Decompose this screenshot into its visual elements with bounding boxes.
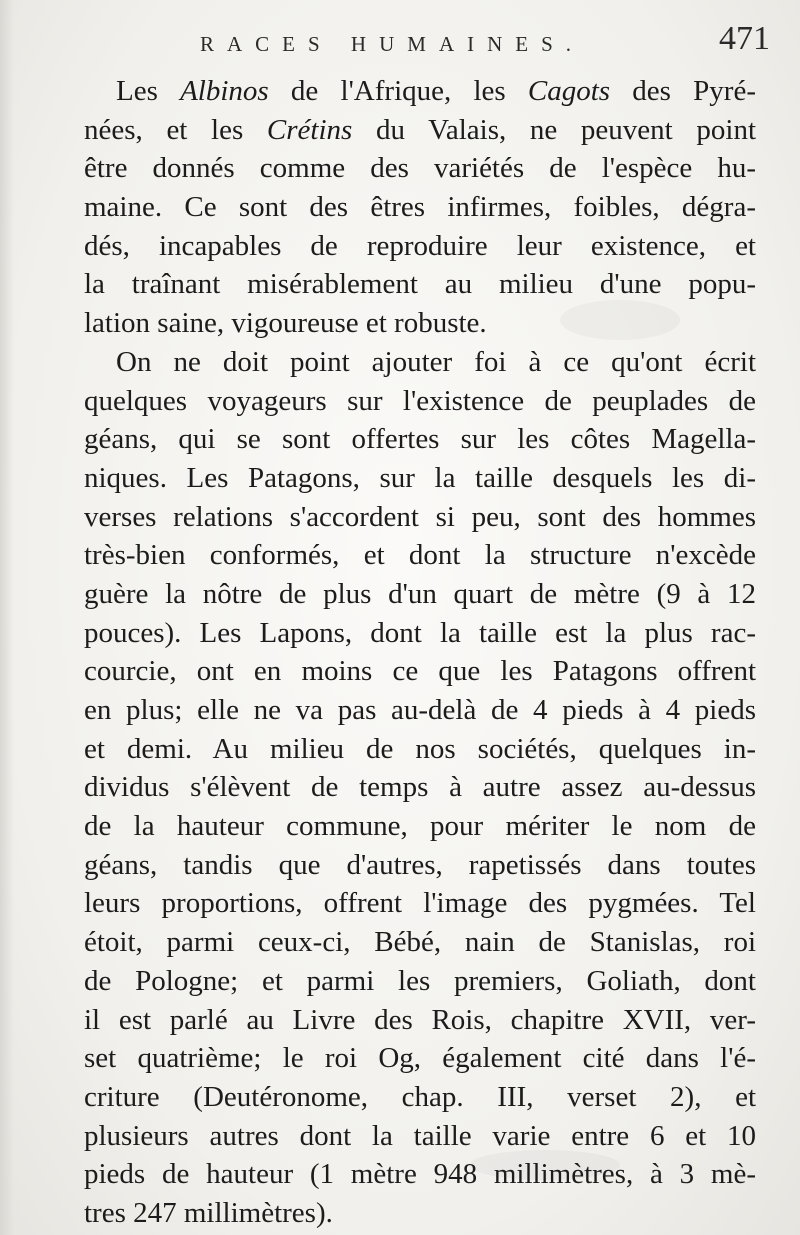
- paragraph-2-line: courcie, ont en moins ce que les Patagons offrent: [84, 655, 756, 688]
- paragraph-2-line: il est parlé au Livre des Rois, chapitre XVII, ver-: [84, 1003, 756, 1036]
- paragraph-1-line: dés, incapables de reproduire leur existence, et: [84, 229, 756, 262]
- paragraph-2-line: verses relations s'accordent si peu, sont des hommes: [84, 500, 756, 533]
- paragraph-2-line: On ne doit point ajouter foi à ce qu'ont écrit: [116, 345, 756, 378]
- paragraph-1-line: être donnés comme des variétés de l'espèce hu-: [84, 152, 756, 185]
- running-title: RACES HUMAINES.: [200, 32, 585, 56]
- paragraph-2-line: de Pologne; et parmi les premiers, Goliath, dont: [84, 964, 756, 997]
- paragraph-2-line: pieds de hauteur (1 mètre 948 millimètres, à 3 mè-: [84, 1158, 756, 1191]
- paragraph-1-line: la traînant misérablement au milieu d'une popu-: [84, 268, 756, 301]
- paragraph-2-line: leurs proportions, offrent l'image des pygmées. Tel: [84, 887, 756, 920]
- paragraph-2-line: criture (Deutéronome, chap. III, verset 2), et: [84, 1080, 756, 1113]
- paragraph-2-line: set quatrième; le roi Og, également cité dans l'é-: [84, 1042, 756, 1075]
- body-text: [84, 72, 756, 1233]
- paragraph-2-line: très-bien conformés, et dont la structure n'excède: [84, 539, 756, 572]
- paragraph-2-line: tres 247 millimètres).: [84, 1196, 333, 1229]
- paragraph-2-line: étoit, parmi ceux-ci, Bébé, nain de Stanislas, roi: [84, 926, 756, 959]
- paragraph-2-line: niques. Les Patagons, sur la taille desquels les di-: [84, 461, 756, 494]
- paragraph-1-line: Les Albinos de l'Afrique, les Cagots des Pyré-: [116, 75, 756, 107]
- paragraph-2-line: pouces). Les Lapons, dont la taille est la plus rac-: [84, 616, 756, 649]
- paragraph-2-line: dividus s'élèvent de temps à autre assez au-dessus: [84, 771, 756, 804]
- paragraph-1-line: lation saine, vigoureuse et robuste.: [84, 307, 487, 340]
- paragraph-1-line: maine. Ce sont des êtres infirmes, foibles, dégra-: [84, 191, 756, 224]
- page-header: [80, 18, 770, 68]
- paragraph-2-line: géans, tandis que d'autres, rapetissés dans toutes: [84, 848, 756, 881]
- paragraph-2-line: quelques voyageurs sur l'existence de peuplades de: [84, 384, 756, 417]
- paragraph-2-line: de la hauteur commune, pour mériter le nom de: [84, 810, 756, 843]
- paragraph-2-line: géans, qui se sont offertes sur les côtes Magella-: [84, 423, 756, 456]
- paragraph-2-line: plusieurs autres dont la taille varie entre 6 et 10: [84, 1119, 756, 1152]
- paragraph-2-line: guère la nôtre de plus d'un quart de mètre (9 à 12: [84, 577, 756, 610]
- paragraph-2-line: en plus; elle ne va pas au-delà de 4 pieds à 4 pieds: [84, 694, 756, 726]
- page-number: 471: [719, 20, 770, 57]
- paragraph-2-line: et demi. Au milieu de nos sociétés, quelques in-: [84, 732, 756, 765]
- paragraph-1-line: nées, et les Crétins du Valais, ne peuvent point: [84, 113, 756, 146]
- page-gutter-shadow: [0, 0, 14, 1235]
